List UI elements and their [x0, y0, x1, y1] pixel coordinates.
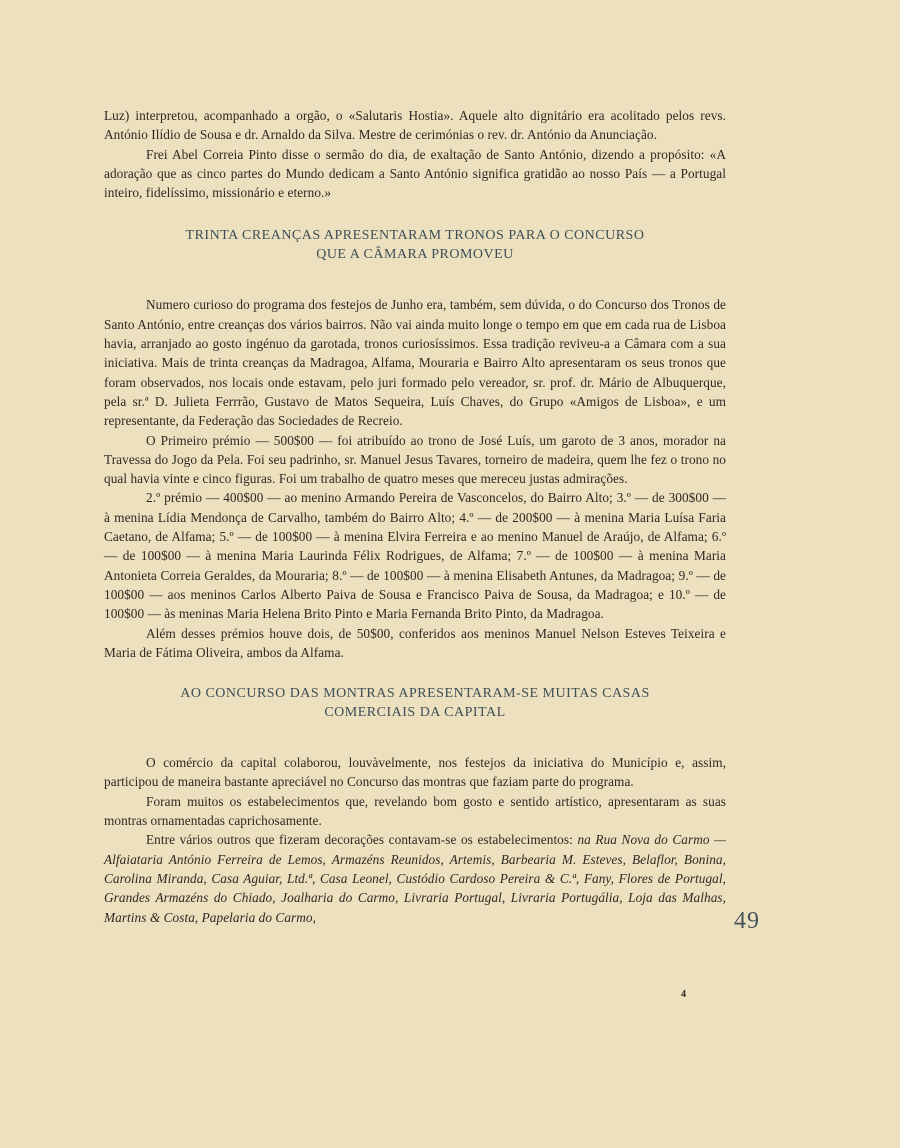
section-heading-line: TRINTA CREANÇAS APRESENTARAM TRONOS PARA O CONCURSO — [185, 228, 645, 244]
montras-establishments-list: na Rua Nova do Carmo — Alfaiataria António Ferreira de Lemos, Armazéns Reunidos, Artemis, Barbearia M. Esteves, Belaflor, Bonina, Carolina Miranda, Casa Aguiar, Ltd.ª, Casa Leonel, Custódio Cardoso Pereira & C.ª, Fany, Flores de Portugal, Grandes Armazéns do Chiado, Joalharia do Carmo, Livraria Portugal, Livraria Portugália, Loja das Malhas, Martins & Costa, Papelaria do Carmo, — [104, 832, 726, 925]
section-heading-line: QUE A CÂMARA PROMOVEU — [316, 247, 514, 263]
intro-paragraph-1: Luz) interpretou, acompanhado a orgão, o «Salutaris Hostia». Aquele alto dignitário era acolitado pelos revs. António Ilídio de Sousa e dr. Arnaldo da Silva. Mestre de cerimónias o rev. dr. António da Anunciação. — [104, 108, 726, 143]
montras-paragraph-2: Foram muitos os estabelecimentos que, revelando bom gosto e sentido artístico, apresentaram as suas montras ornamentadas caprichosamente. — [104, 793, 726, 829]
document-body — [104, 106, 726, 927]
montras-paragraph-1: O comércio da capital colaborou, louvàvelmente, nos festejos da iniciativa do Município e, assim, participou de maneira bastante apreciável no Concurso das montras que faziam parte do programa. — [104, 755, 726, 790]
montras-paragraph-3 — [104, 830, 726, 926]
signature-mark: 4 — [681, 989, 686, 1000]
section-heading-line: COMERCIAIS DA CAPITAL — [324, 705, 506, 721]
section-heading-tronos — [104, 226, 726, 264]
section-heading-line: AO CONCURSO DAS MONTRAS APRESENTARAM-SE MUITAS CASAS — [180, 686, 650, 702]
montras-lead-text: Entre vários outros que fizeram decorações contavam-se os estabelecimentos: — [146, 832, 578, 848]
margin-page-number: 49 — [734, 908, 760, 934]
tronos-paragraph-1: Numero curioso do programa dos festejos de Junho era, também, sem dúvida, o do Concurso dos Tronos de Santo António, entre creanças dos vários bairros. Não vai ainda muito longe o tempo em que em cada rua de Lisboa havia, arranjado ao gosto ingénuo da garotada, tronos curiosíssimos. Essa tradição reviveu-a a Câmara com a sua iniciativa. Mais de trinta creanças da Madragoa, Alfama, Mouraria e Bairro Alto apresentaram os seus tronos que foram observados, nos locais onde estavam, pelo juri formado pelo vereador, sr. prof. dr. Mário de Albuquerque, pela sr.ª D. Julieta Ferrrão, Gustavo de Matos Sequeira, Luís Chaves, do Grupo «Amigos de Lisboa», e um representante, da Federação das Sociedades de Recreio. — [104, 297, 726, 429]
section-heading-montras — [104, 684, 726, 722]
tronos-paragraph-2: O Primeiro prémio — 500$00 — foi atribuído ao trono de José Luís, um garoto de 3 anos, morador na Travessa do Jogo da Pela. Foi seu padrinho, sr. Manuel Jesus Tavares, torneiro de madeira, quem lhe fez o trono no qual havia vinte e cinco figuras. Foi um trabalho de quatro meses que mereceu justas admirações. — [104, 432, 726, 487]
tronos-paragraph-3: 2.º prémio — 400$00 — ao menino Armando Pereira de Vasconcelos, do Bairro Alto; 3.º — de 300$00 — à menina Lídia Mendonça de Carvalho, também do Bairro Alto; 4.º — de 200$00 — à menina Maria Luísa Faria Caetano, de Alfama; 5.º — de 100$00 — à menina Elvira Ferreira e ao menino Manuel de Araújo, de Alfama; 6.º — de 100$00 — à menina Maria Laurinda Félix Rodrigues, de Alfama; 7.º — de 100$00 — à menina Maria Antonieta Correia Geraldes, da Mouraria; 8.º — de 100$00 — à menina Elisabeth Antunes, da Madragoa; 9.º — de 100$00 — aos meninos Carlos Alberto Paiva de Sousa e Francisco Paiva de Sousa, da Madragoa; e 10.º — de 100$00 — às meninas Maria Helena Brito Pinto e Maria Fernanda Brito Pinto, da Madragoa. — [104, 490, 726, 622]
intro-paragraph-2: Frei Abel Correia Pinto disse o sermão do dia, de exaltação de Santo António, dizendo a propósito: «A adoração que as cinco partes do Mundo dedicam a Santo António significa gratidão ao nosso País — a Portugal inteiro, fidelíssimo, missionário e eterno.» — [104, 146, 726, 201]
tronos-paragraph-4: Além desses prémios houve dois, de 50$00, conferidos aos meninos Manuel Nelson Esteves Teixeira e Maria de Fátima Oliveira, ambos da Alfama. — [104, 625, 726, 660]
